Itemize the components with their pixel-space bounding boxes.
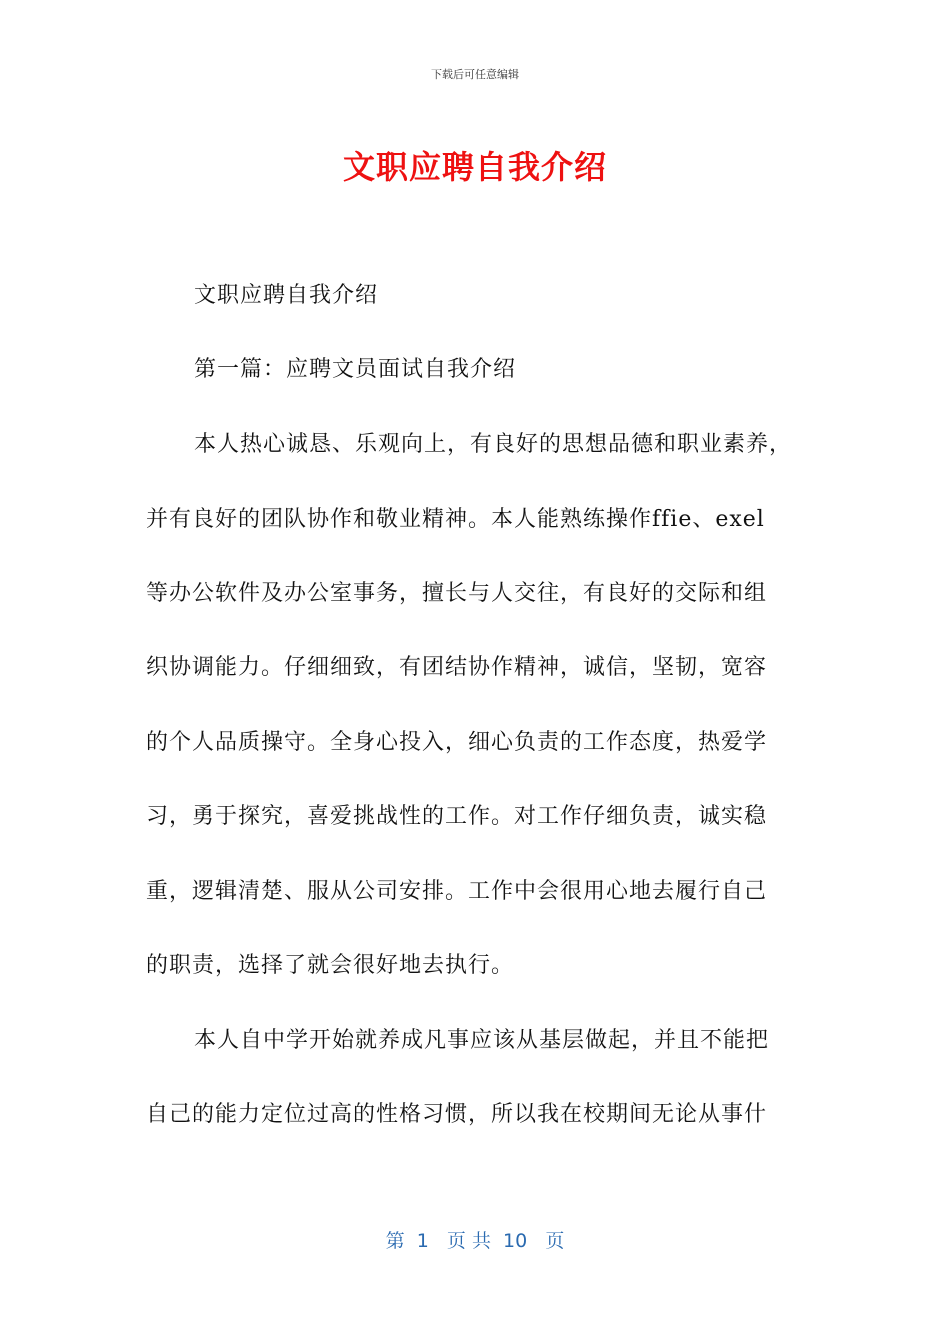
- body-line-subtitle: 文职应聘自我介绍: [194, 283, 379, 308]
- page-number-footer: 第 1 页 共 10 页: [385, 1230, 565, 1252]
- body-line-section-heading: 第一篇：应聘文员面试自我介绍: [194, 357, 517, 382]
- body-line: 自己的能力定位过高的性格习惯，所以我在校期间无论从事什: [146, 1102, 768, 1127]
- body-line: 并有良好的团队协作和敬业精神。本人能熟练操作ffie、exel: [146, 507, 765, 532]
- body-line: 的个人品质操守。全身心投入，细心负责的工作态度，热爱学: [146, 730, 768, 755]
- body-line: 织协调能力。仔细细致，有团结协作精神，诚信，坚韧，宽容: [146, 655, 768, 680]
- body-line: 本人自中学开始就养成凡事应该从基层做起，并且不能把: [194, 1028, 770, 1053]
- document-title: 文职应聘自我介绍: [342, 148, 607, 186]
- body-line: 本人热心诚恳、乐观向上，有良好的思想品德和职业素养，: [194, 432, 793, 457]
- body-line: 习，勇于探究，喜爱挑战性的工作。对工作仔细负责，诚实稳: [146, 804, 768, 829]
- header-note: 下载后可任意编辑: [431, 68, 519, 81]
- body-line: 重，逻辑清楚、服从公司安排。工作中会很用心地去履行自己: [146, 879, 768, 904]
- body-line: 的职责，选择了就会很好地去执行。: [146, 953, 515, 978]
- body-line: 等办公软件及办公室事务，擅长与人交往，有良好的交际和组: [146, 581, 768, 606]
